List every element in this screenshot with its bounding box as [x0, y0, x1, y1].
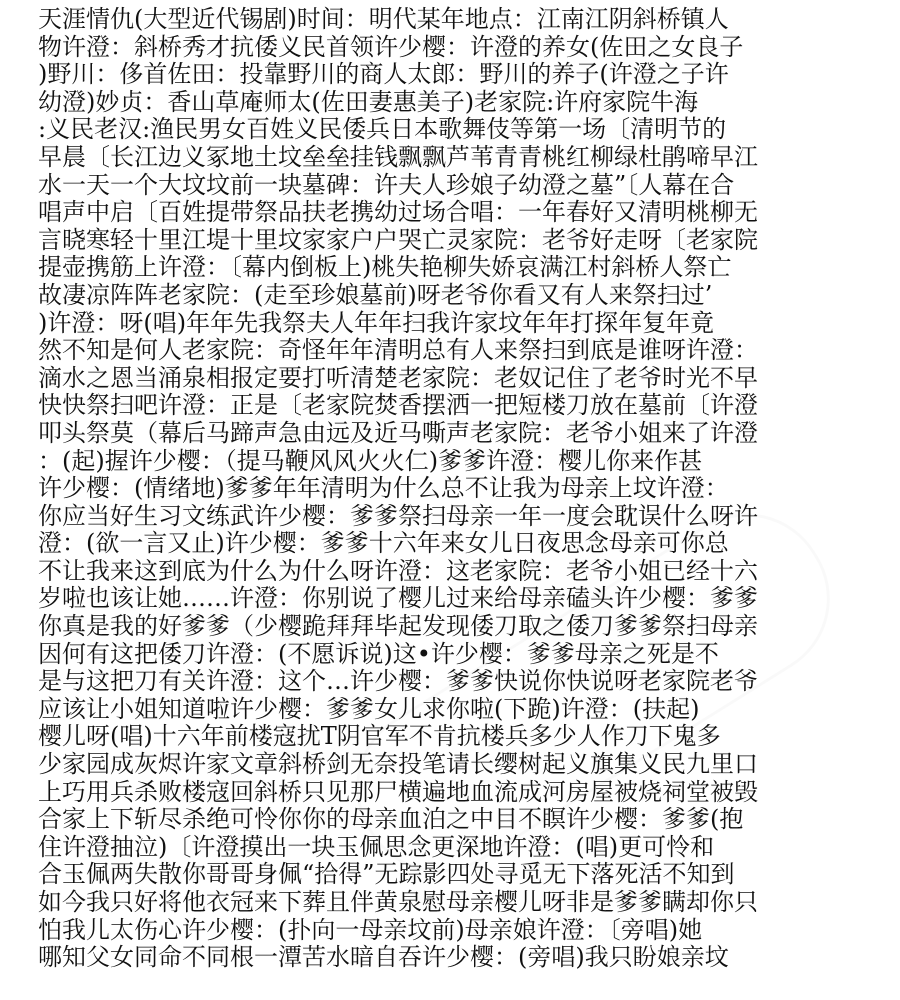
- text-line: 快快祭扫吧许澄：正是〔老家院焚香摆洒一把短楼刀放在墓前〔许澄: [38, 392, 758, 420]
- text-line: 早晨〔长江边义冢地土坟垒垒挂钱飘飘芦苇青青桃红柳绿杜鹃啼早江: [38, 143, 758, 171]
- text-line: 哪知父女同命不同根一潭苦水暗自吞许少樱：(旁唱)我只盼娘亲坟: [38, 944, 729, 972]
- text-line: 合家上下斩尽杀绝可怜你你的母亲血泊之中目不瞑许少樱：爹爹(抱: [38, 806, 744, 834]
- text-line: 你真是我的好爹爹（少樱跪拜拜毕起发现倭刀取之倭刀爹爹祭扫母亲: [38, 613, 758, 641]
- text-line: 少家园成灰烬许家文章斜桥剑无奈投笔请长缨树起义旗集义民九里口: [38, 751, 758, 779]
- text-line: 是与这把刀有关许澄：这个…许少樱：爹爹快说你快说呀老家院老爷: [38, 668, 758, 696]
- text-line: ：(起)握许少樱：（提马鞭风风火火仁)爹爹许澄：樱儿你来作甚: [38, 447, 703, 475]
- text-line: 岁啦也该让她……许澄：你别说了樱儿过来给母亲磕头许少樱：爹爹: [38, 585, 758, 613]
- text-line: 滴水之恩当涌泉相报定要打听清楚老家院：老奴记住了老爷时光不早: [38, 364, 758, 392]
- text-line: 不让我来这到底为什么为什么呀许澄：这老家院：老爷小姐已经十六: [38, 557, 758, 585]
- text-line: 水一天一个大坟坟前一块墓碑：许夫人珍娘子幼澄之墓”〔人幕在合: [38, 171, 735, 199]
- text-line: 幼澄)妙贞：香山草庵师太(佐田妻惠美子)老家院:许府家院牛海: [38, 88, 699, 116]
- text-line: 许少樱：(情绪地)爹爹年年清明为什么总不让我为母亲上坟许澄：: [38, 475, 729, 503]
- text-line: 合玉佩两失散你哥哥身佩“拾得”无踪影四处寻觅无下落死活不知到: [38, 861, 735, 889]
- text-line: 怕我儿太伤心许少樱：(扑向一母亲坟前)母亲娘许澄：〔旁唱)她: [38, 916, 703, 944]
- text-line: 天涯情仇(大型近代锡剧)时间：明代某年地点：江南江阴斜桥镇人: [38, 6, 729, 33]
- text-line: 叩头祭莫（幕后马蹄声急由远及近马嘶声老家院：老爷小姐来了许澄: [38, 419, 758, 447]
- text-line: 你应当好生习文练武许少樱：爹爹祭扫母亲一年一度会耽误什么呀许: [38, 502, 758, 530]
- text-line: 上巧用兵杀败楼寇回斜桥只见那尸横遍地血流成河房屋被烧祠堂被毁: [38, 778, 758, 806]
- text-line: 物许澄：斜桥秀才抗倭义民首领许少樱：许澄的养女(佐田之女良子: [38, 33, 744, 61]
- text-line: 然不知是何人老家院：奇怪年年清明总有人来祭扫到底是谁呀许澄：: [38, 337, 758, 365]
- text-line: 言晓寒轻十里江堤十里坟家家户户哭亡灵家院：老爷好走呀〔老家院: [38, 226, 758, 254]
- text-line: 提壶携筋上许澄：〔幕内倒板上)桃失艳柳失娇哀满江村斜桥人祭亡: [38, 254, 732, 282]
- text-line: :义民老汉:渔民男女百姓义民倭兵日本歌舞伎等第一场〔清明节的: [38, 116, 727, 144]
- text-line: 樱儿呀(唱)十六年前楼寇扰T阴官军不肯抗楼兵多少人作刀下鬼多: [38, 723, 721, 751]
- text-line: 如今我只好将他衣冠来下葬且伴黄泉慰母亲樱儿呀非是爹爹瞒却你只: [38, 889, 758, 916]
- text-line: 澄：(欲一言又止)许少樱：爹爹十六年来女儿日夜思念母亲可你总: [38, 530, 729, 558]
- text-line: 唱声中启〔百姓提带祭品扶老携幼过场合唱：一年春好又清明桃柳无: [38, 199, 758, 227]
- text-line: )野川：侈首佐田：投靠野川的商人太郎：野川的养子(许澄之子许: [38, 61, 729, 89]
- text-line: )许澄：呀(唱)年年先我祭夫人年年扫我许家坟年年打探年复年竟: [38, 309, 715, 337]
- text-line: 故凄凉阵阵老家院：(走至珍娘墓前)呀老爷你看又有人来祭扫过’: [38, 281, 713, 309]
- text-line: 住许澄抽泣)〔许澄摸出一块玉佩思念更深地许澄：(唱)更可怜和: [38, 833, 715, 861]
- text-line: 因何有这把倭刀许澄：(不愿诉说)这•许少樱：爹爹母亲之死是不: [38, 640, 719, 668]
- text-line: 应该让小姐知道啦许少樱：爹爹女儿求你啦(下跪)许澄：(扶起): [38, 695, 700, 723]
- script-text-body: [38, 6, 888, 972]
